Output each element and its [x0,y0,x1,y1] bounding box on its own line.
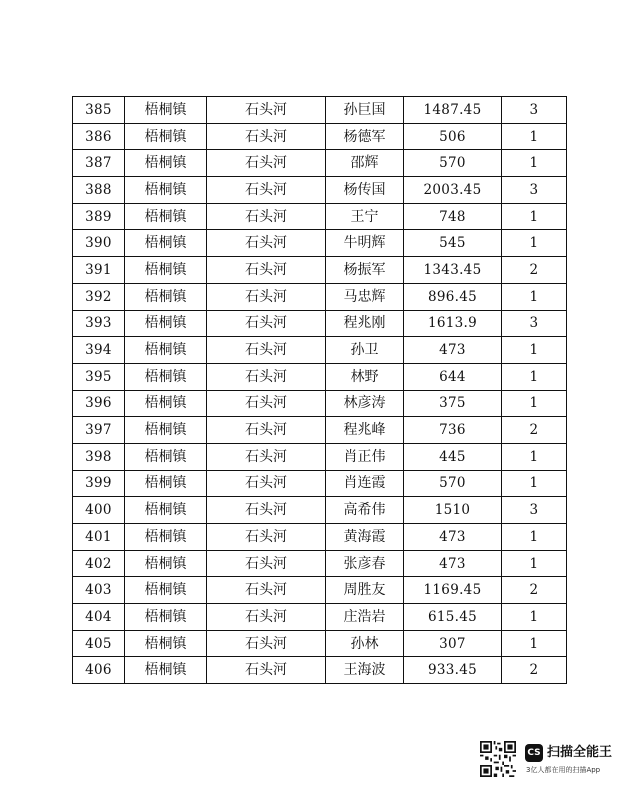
cell-town: 梧桐镇 [125,550,207,577]
cell-name: 周胜友 [326,577,404,604]
table-row [73,150,567,177]
cell-amount: 473 [404,550,502,577]
cell-index: 396 [73,390,125,417]
cell-count: 1 [502,443,567,470]
cell-amount: 545 [404,230,502,257]
cell-count: 1 [502,150,567,177]
cell-count: 3 [502,177,567,204]
data-table [72,96,567,684]
cell-index: 392 [73,283,125,310]
cell-town: 梧桐镇 [125,443,207,470]
cell-name: 杨传国 [326,177,404,204]
cell-amount: 1169.45 [404,577,502,604]
cs-logo: CS [525,744,543,762]
table-row [73,97,567,124]
cell-village: 石头河 [207,604,326,631]
cell-name: 高希伟 [326,497,404,524]
cell-village: 石头河 [207,177,326,204]
cell-town: 梧桐镇 [125,470,207,497]
cell-town: 梧桐镇 [125,257,207,284]
table-row [73,550,567,577]
table-row [73,337,567,364]
cell-village: 石头河 [207,390,326,417]
cell-village: 石头河 [207,443,326,470]
cell-village: 石头河 [207,257,326,284]
cell-town: 梧桐镇 [125,524,207,551]
cell-index: 406 [73,657,125,684]
cell-name: 王海波 [326,657,404,684]
app-tagline: 3亿人都在用的扫描App [526,766,601,774]
cell-amount: 1343.45 [404,257,502,284]
cell-amount: 473 [404,337,502,364]
cell-name: 张彦春 [326,550,404,577]
cell-count: 2 [502,417,567,444]
cell-index: 398 [73,443,125,470]
cell-town: 梧桐镇 [125,577,207,604]
cell-village: 石头河 [207,230,326,257]
cell-village: 石头河 [207,550,326,577]
cell-amount: 445 [404,443,502,470]
cell-village: 石头河 [207,577,326,604]
cell-town: 梧桐镇 [125,630,207,657]
cell-index: 399 [73,470,125,497]
table-row [73,123,567,150]
cell-name: 肖连霞 [326,470,404,497]
cell-name: 黄海霞 [326,524,404,551]
cell-count: 1 [502,337,567,364]
cell-name: 程兆刚 [326,310,404,337]
table-row [73,417,567,444]
table-row [73,604,567,631]
cell-count: 1 [502,283,567,310]
cell-village: 石头河 [207,150,326,177]
cell-amount: 644 [404,363,502,390]
cell-village: 石头河 [207,337,326,364]
table-row [73,230,567,257]
cell-town: 梧桐镇 [125,150,207,177]
cell-village: 石头河 [207,470,326,497]
cell-index: 394 [73,337,125,364]
cell-name: 程兆峰 [326,417,404,444]
cell-amount: 570 [404,470,502,497]
cell-amount: 933.45 [404,657,502,684]
cell-amount: 506 [404,123,502,150]
cell-index: 388 [73,177,125,204]
table-row [73,283,567,310]
cell-index: 387 [73,150,125,177]
cell-index: 401 [73,524,125,551]
cell-amount: 307 [404,630,502,657]
cell-town: 梧桐镇 [125,497,207,524]
cell-town: 梧桐镇 [125,283,207,310]
cell-name: 林野 [326,363,404,390]
cell-village: 石头河 [207,283,326,310]
cell-amount: 473 [404,524,502,551]
cell-town: 梧桐镇 [125,417,207,444]
cell-count: 3 [502,97,567,124]
cell-count: 1 [502,390,567,417]
qr-code-icon [480,741,516,777]
cell-count: 1 [502,630,567,657]
table-row [73,177,567,204]
cell-count: 1 [502,470,567,497]
table-row [73,257,567,284]
cell-count: 1 [502,524,567,551]
cell-count: 1 [502,363,567,390]
table-body [73,97,567,684]
cell-count: 1 [502,604,567,631]
cell-town: 梧桐镇 [125,123,207,150]
cell-count: 1 [502,123,567,150]
cell-index: 397 [73,417,125,444]
cell-count: 2 [502,657,567,684]
table-row [73,524,567,551]
table-row [73,657,567,684]
table-row [73,390,567,417]
cell-town: 梧桐镇 [125,203,207,230]
cell-amount: 2003.45 [404,177,502,204]
cell-village: 石头河 [207,97,326,124]
cell-count: 1 [502,230,567,257]
table-row [73,497,567,524]
cell-town: 梧桐镇 [125,310,207,337]
cell-town: 梧桐镇 [125,337,207,364]
table-row [73,443,567,470]
cell-village: 石头河 [207,123,326,150]
cell-count: 3 [502,497,567,524]
table-row [73,310,567,337]
cell-index: 404 [73,604,125,631]
cell-name: 肖正伟 [326,443,404,470]
cell-town: 梧桐镇 [125,177,207,204]
cell-name: 孙卫 [326,337,404,364]
cell-name: 杨振军 [326,257,404,284]
cell-amount: 1613.9 [404,310,502,337]
cell-index: 395 [73,363,125,390]
cell-name: 孙林 [326,630,404,657]
cell-index: 389 [73,203,125,230]
cell-village: 石头河 [207,630,326,657]
cell-village: 石头河 [207,524,326,551]
cell-amount: 570 [404,150,502,177]
table-row [73,203,567,230]
cell-index: 402 [73,550,125,577]
cell-name: 林彦涛 [326,390,404,417]
app-name: 扫描全能王 [547,745,613,760]
cell-name: 庄浩岩 [326,604,404,631]
cell-amount: 1487.45 [404,97,502,124]
cell-village: 石头河 [207,203,326,230]
cell-name: 邵辉 [326,150,404,177]
cell-amount: 736 [404,417,502,444]
cell-index: 403 [73,577,125,604]
cell-amount: 1510 [404,497,502,524]
cell-name: 牛明辉 [326,230,404,257]
cell-town: 梧桐镇 [125,657,207,684]
cell-index: 400 [73,497,125,524]
cell-name: 马忠辉 [326,283,404,310]
cell-village: 石头河 [207,310,326,337]
cell-amount: 748 [404,203,502,230]
cell-village: 石头河 [207,497,326,524]
cell-index: 391 [73,257,125,284]
cell-name: 王宁 [326,203,404,230]
table-row [73,577,567,604]
cell-count: 1 [502,550,567,577]
cell-amount: 375 [404,390,502,417]
cell-count: 2 [502,577,567,604]
cell-town: 梧桐镇 [125,390,207,417]
table-row [73,363,567,390]
cell-count: 1 [502,203,567,230]
cell-town: 梧桐镇 [125,230,207,257]
cell-count: 3 [502,310,567,337]
cell-name: 孙巨国 [326,97,404,124]
table-row [73,470,567,497]
cell-village: 石头河 [207,363,326,390]
cell-village: 石头河 [207,657,326,684]
cell-index: 385 [73,97,125,124]
cell-index: 393 [73,310,125,337]
cell-amount: 615.45 [404,604,502,631]
cell-count: 2 [502,257,567,284]
cell-town: 梧桐镇 [125,363,207,390]
cell-index: 386 [73,123,125,150]
cell-village: 石头河 [207,417,326,444]
cell-town: 梧桐镇 [125,97,207,124]
table-row [73,630,567,657]
cell-amount: 896.45 [404,283,502,310]
cell-index: 405 [73,630,125,657]
cell-index: 390 [73,230,125,257]
scanner-watermark [480,741,630,781]
cell-town: 梧桐镇 [125,604,207,631]
cell-name: 杨德军 [326,123,404,150]
